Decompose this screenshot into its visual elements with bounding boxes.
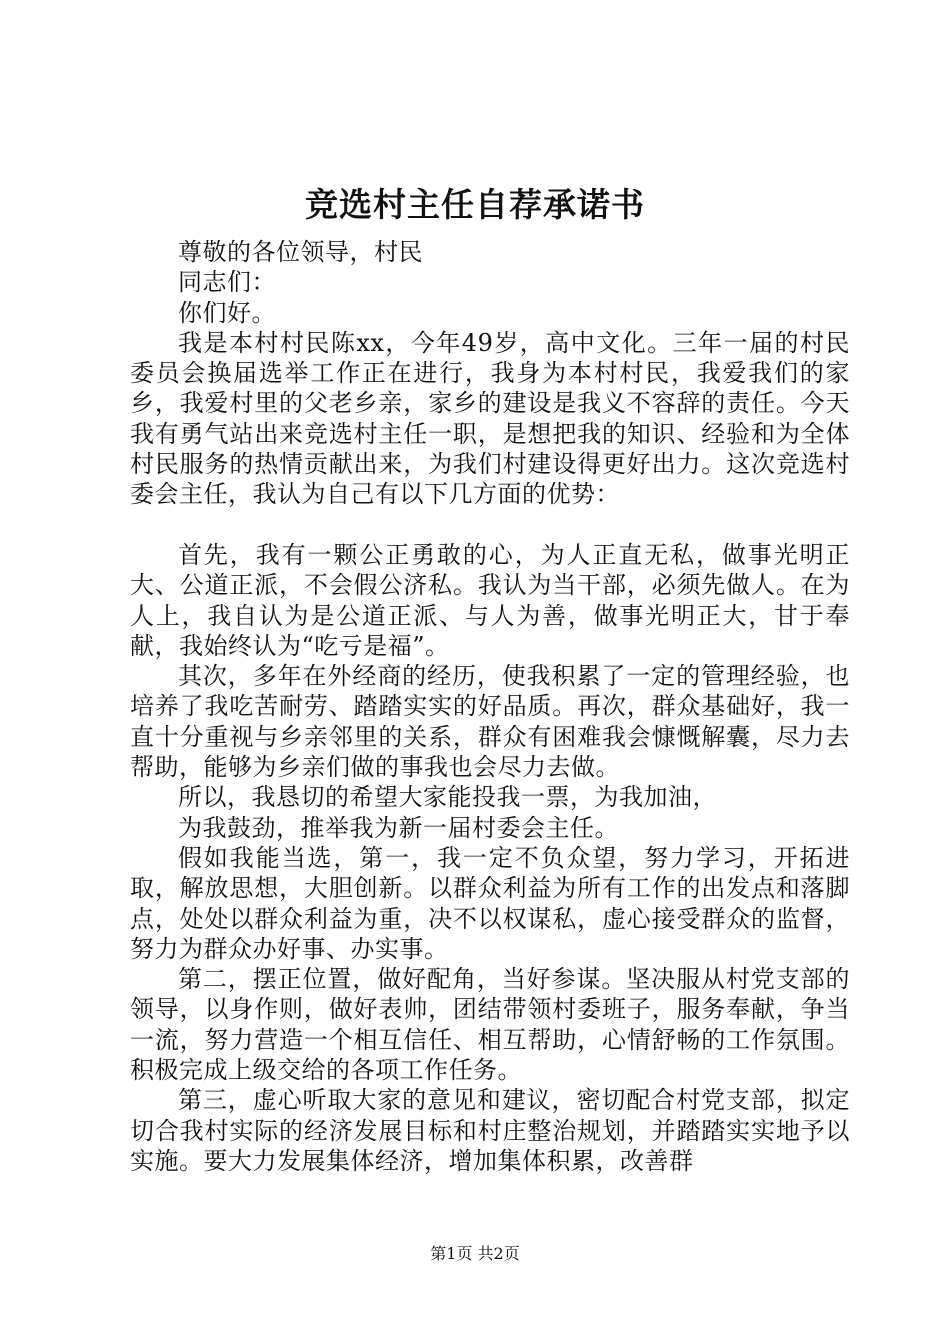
- blank-line: [130, 510, 850, 540]
- paragraph-appeal: 所以，我恳切的希望大家能投我一票，为我加油，: [178, 783, 717, 812]
- greeting-line: 你们好。: [178, 298, 276, 327]
- document-body: [130, 237, 850, 1176]
- paragraph-pledge-second: 第二，摆正位置，做好配角，当好参谋。坚决服从村党支部的领导，以身作则，做好表帅，团结带领村委班子，服务奉献，争当一流，努力营造一个相互信任、相互帮助，心情舒畅的工作氛围。积极完成上级交给的各项工作任务。: [130, 965, 850, 1085]
- paragraph-intro: 我是本村村民陈xx，今年49岁，高中文化。三年一届的村民委员会换届选举工作正在进行，我身为本村村民，我爱我们的家乡，我爱村里的父老乡亲，家乡的建设是我义不容辞的责任。今天我有勇气站出来竞选村主任一职，是想把我的知识、经验和为全体村民服务的热情贡献出来，为我们村建设得更好出力。这次竞选村委会主任，我认为自己有以下几方面的优势：: [130, 328, 850, 509]
- salutation-line-2: 同志们：: [178, 268, 276, 297]
- paragraph-appeal-2: 为我鼓劲，推举我为新一届村委会主任。: [178, 813, 619, 842]
- paragraph-first-advantage: 首先，我有一颗公正勇敢的心，为人正直无私，做事光明正大、公道正派，不会假公济私。我认为当干部，必须先做人。在为人上，我自认为是公道正派、与人为善，做事光明正大，甘于奉献，我始终认为“吃亏是福”。: [130, 540, 850, 660]
- salutation-line: 尊敬的各位领导，村民: [178, 238, 423, 266]
- document-title: 竞选村主任自荐承诺书: [305, 185, 645, 224]
- paragraph-pledge-third: 第三，虚心听取大家的意见和建议，密切配合村党支部，拟定切合我村实际的经济发展目标和村庄整治规划，并踏踏实实地予以实施。要大力发展集体经济，增加集体积累，改善群: [130, 1086, 850, 1175]
- paragraph-pledge-first: 假如我能当选，第一，我一定不负众望，努力学习，开拓进取，解放思想，大胆创新。以群众利益为所有工作的出发点和落脚点，处处以群众利益为重，决不以权谋私，虚心接受群众的监督，努力为群众办好事、办实事。: [130, 843, 850, 963]
- page-number-footer: 第1页 共2页: [430, 1244, 520, 1263]
- paragraph-second-advantage: 其次，多年在外经商的经历，使我积累了一定的管理经验，也培养了我吃苦耐劳、踏踏实实的好品质。再次，群众基础好，我一直十分重视与乡亲邻里的关系，群众有困难我会慷慨解囊，尽力去帮助，能够为乡亲们做的事我也会尽力去做。: [130, 662, 850, 782]
